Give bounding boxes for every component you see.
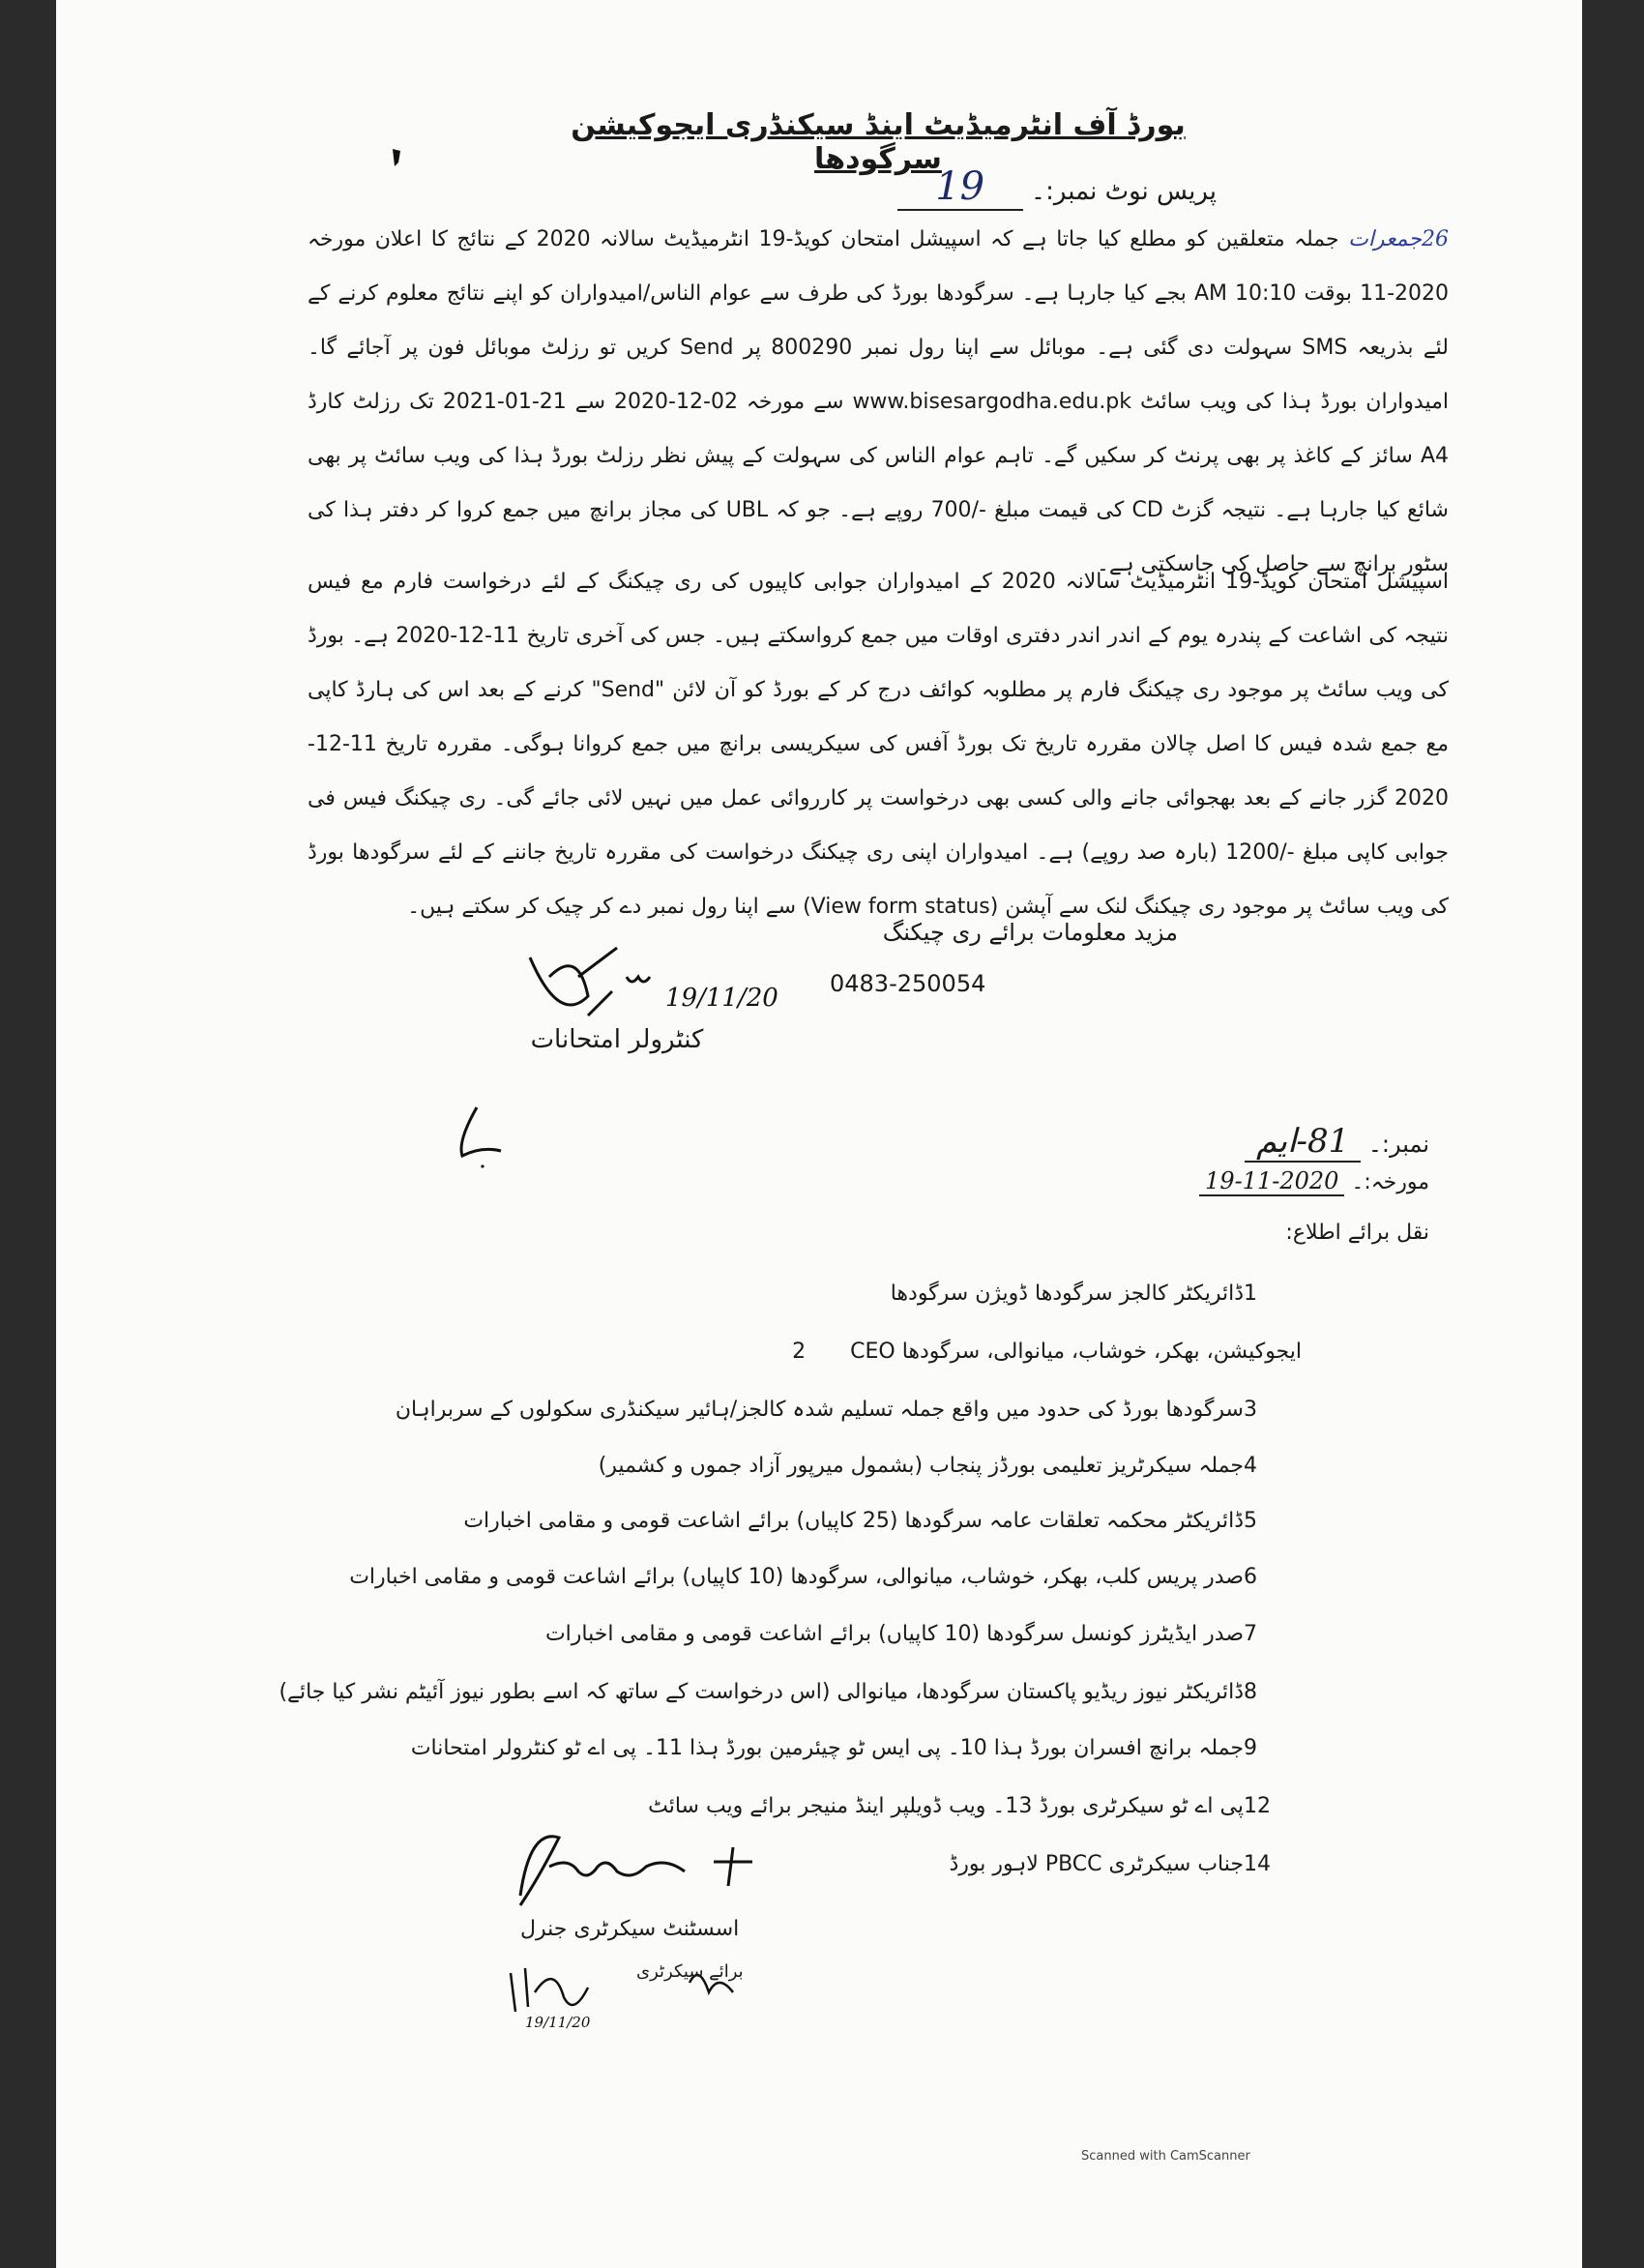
- distribution-item-number: 1: [1244, 1281, 1257, 1306]
- distribution-item-text: ڈائریکٹر کالجز سرگودھا ڈویژن سرگودھا: [890, 1281, 1244, 1306]
- distribution-item-text: صدر ایڈیٹرز کونسل سرگودھا (10 کاپیاں) برائے اشاعت قومی و مقامی اخبارات: [544, 1622, 1244, 1646]
- distribution-item: [463, 1509, 1302, 1533]
- distribution-item-text: پی اے ٹو سیکرٹری بورڈ 13۔ ویب ڈویلپر اینڈ منیجر برائے ویب سائٹ: [648, 1794, 1244, 1818]
- distribution-item-number: 12: [1244, 1794, 1271, 1818]
- initials-mark: [453, 1103, 511, 1170]
- distribution-item: [891, 1281, 1302, 1306]
- handwritten-date-note: 26جمعرات: [1348, 227, 1450, 251]
- distribution-item-text: سرگودھا بورڈ کی حدود میں واقع جملہ تسلیم شدہ کالجز/ہائیر سیکنڈری سکولوں کے سربراہان: [395, 1398, 1244, 1422]
- distribution-item-text: جملہ برانچ افسران بورڈ ہذا 10۔ پی ایس ٹو چیئرمین بورڈ ہذا 11۔ پی اے ٹو کنٹرولر امتحانات: [410, 1736, 1244, 1760]
- distribution-item: [349, 1565, 1302, 1589]
- distribution-item: [949, 1852, 1302, 1876]
- reference-date-line: [1120, 1167, 1429, 1196]
- distribution-item-text: CEO ایجوکیشن، بھکر، خوشاب، میانوالی، سرگودھا: [850, 1340, 1302, 1364]
- distribution-item-number: 6: [1244, 1565, 1257, 1589]
- distribution-item: [599, 1454, 1302, 1478]
- distribution-item-number: 9: [1244, 1736, 1257, 1760]
- distribution-item-number: 7: [1244, 1622, 1257, 1646]
- for-secretary-label: برائے سیکرٹری: [636, 1961, 744, 1982]
- paragraph-1-text: جملہ متعلقین کو مطلع کیا جاتا ہے کہ اسپیشل امتحان کویڈ-19 انٹرمیڈیٹ سالانہ 2020 کے نتائج کا اعلان مورخہ 2020-11 بوقت 10:10 AM بجے کیا جارہا ہے۔ سرگودھا بورڈ کی طرف سے عوام الناس/امیدواران کو اپنے نتائج معلوم کرنے کے لئے بذریعہ SMS سہولت دی گئی ہے۔ موبائل سے اپنا رول نمبر 800290 پر Send کریں تو رزلٹ موبائل فون پر آجائے گا۔ امیدواران بورڈ ہذا کی ویب سائٹ www.bisesargodha.edu.pk سے مورخہ 02-12-2020 سے 21-01-2021 تک رزلٹ کارڈ A4 سائز کے کاغذ پر بھی پرنٹ کر سکیں گے۔ تاہم عوام الناس کی سہولت کے پیش نظر رزلٹ بورڈ ہذا کی ویب سائٹ پر بھی شائع کیا جارہا ہے۔ نتیجہ گزٹ CD کی قیمت مبلغ -/700 روپے ہے۔ جو کہ UBL کی مجاز برانچ میں جمع کروا کر دفتر ہذا کی سٹور برانچ سے حاصل کی جاسکتی ہے۔: [308, 227, 1450, 576]
- distribution-item-text: ڈائریکٹر نیوز ریڈیو پاکستان سرگودھا، میانوالی (اس درخواست کے ساتھ کہ اسے بطور نیوز آئیٹم نشر کیا جائے): [279, 1680, 1244, 1704]
- second-signature-date: 19/11/20: [525, 2014, 591, 2031]
- press-note-line: [772, 164, 1217, 211]
- distribution-item-number: 5: [1244, 1509, 1257, 1533]
- distribution-item-number: 8: [1244, 1680, 1257, 1704]
- distribution-item: [545, 1622, 1302, 1646]
- ink-mark: [387, 147, 406, 170]
- press-note-label: پریس نوٹ نمبر:۔: [1030, 177, 1217, 206]
- distribution-item-text: ڈائریکٹر محکمہ تعلقات عامہ سرگودھا (25 کاپیاں) برائے اشاعت قومی و مقامی اخبارات: [463, 1509, 1244, 1533]
- distribution-item-number: 2: [792, 1340, 807, 1364]
- reference-number-value: 81-ایم: [1245, 1122, 1361, 1163]
- assistant-secretary-signature: [501, 1818, 791, 1915]
- scanner-watermark: Scanned with CamScanner: [1081, 2149, 1250, 2164]
- reference-number-line: [1120, 1122, 1429, 1163]
- reference-date-label: مورخہ:۔: [1351, 1170, 1429, 1194]
- board-title: بورڈ آف انٹرمیڈیٹ اینڈ سیکنڈری ایجوکیشن سرگودھا: [571, 108, 1186, 176]
- controller-title: کنٹرولر امتحانات: [530, 1025, 704, 1054]
- distribution-item: [648, 1794, 1302, 1818]
- distribution-item-text: جملہ سیکرٹریز تعلیمی بورڈز پنجاب (بشمول میرپور آزاد جموں و کشمیر): [598, 1454, 1244, 1478]
- contact-phone: 0483-250054: [830, 970, 986, 997]
- reference-number-label: نمبر:۔: [1367, 1131, 1429, 1158]
- reference-date-value: 19-11-2020: [1199, 1167, 1344, 1196]
- controller-sign-date: 19/11/20: [665, 984, 778, 1013]
- distribution-item-number: 3: [1244, 1398, 1257, 1422]
- copy-for-info-label: نقل برائے اطلاع:: [1285, 1221, 1429, 1245]
- more-info-label: مزید معلومات برائے ری چیکنگ: [882, 919, 1178, 946]
- scanned-page: [56, 0, 1582, 2268]
- distribution-item-text: جناب سیکرٹری PBCC لاہور بورڈ: [949, 1852, 1244, 1876]
- distribution-item: [396, 1398, 1302, 1422]
- press-note-number: 19: [897, 164, 1023, 211]
- distribution-item-number: 4: [1244, 1454, 1257, 1478]
- paragraph-results-announcement: [308, 213, 1449, 592]
- distribution-item: [279, 1680, 1302, 1704]
- paragraph-rechecking: اسپیشل امتحان کویڈ-19 انٹرمیڈیٹ سالانہ 2020 کے امیدواران جوابی کاپیوں کی ری چیکنگ کے لئے درخواست فارم مع فیس نتیجہ کی اشاعت کے پندرہ یوم کے اندر اندر دفتری اوقات میں جمع کرواسکتے ہیں۔ جس کی آخری تاریخ 11-12-2020 ہے۔ بورڈ کی ویب سائٹ پر موجود ری چیکنگ فارم پر مطلوبہ کوائف درج کر کے بورڈ کو آن لائن "Send" کرنے کے بعد اس کی ہارڈ کاپی مع جمع شدہ فیس کا اصل چالان مقررہ تاریخ تک بورڈ آفس کی سیکریسی برانچ میں جمع کروانا ہوگی۔ مقررہ تاریخ 11-12-2020 گزر جانے کے بعد بھجوائی جانے والی کسی بھی درخواست پر کارروائی عمل میں نہیں لائی جائے گی۔ ری چیکنگ فیس فی جوابی کاپی مبلغ -/1200 (بارہ صد روپے) ہے۔ امیدواران اپنی ری چیکنگ درخواست کی مقررہ تاریخ جاننے کے لئے سرگودھا بورڈ کی ویب سائٹ پر موجود ری چیکنگ لنک سے آپشن (View form status) سے اپنا رول نمبر دے کر چیک کر سکتے ہیں۔: [308, 570, 1450, 919]
- distribution-item-number: 14: [1244, 1852, 1271, 1876]
- distribution-item-text: صدر پریس کلب، بھکر، خوشاب، میانوالی، سرگودھا (10 کاپیاں) برائے اشاعت قومی و مقامی اخبارات: [349, 1565, 1244, 1589]
- assistant-secretary-title: اسسٹنٹ سیکرٹری جنرل: [520, 1917, 740, 1941]
- distribution-item: [411, 1736, 1302, 1760]
- distribution-item: [792, 1340, 1302, 1364]
